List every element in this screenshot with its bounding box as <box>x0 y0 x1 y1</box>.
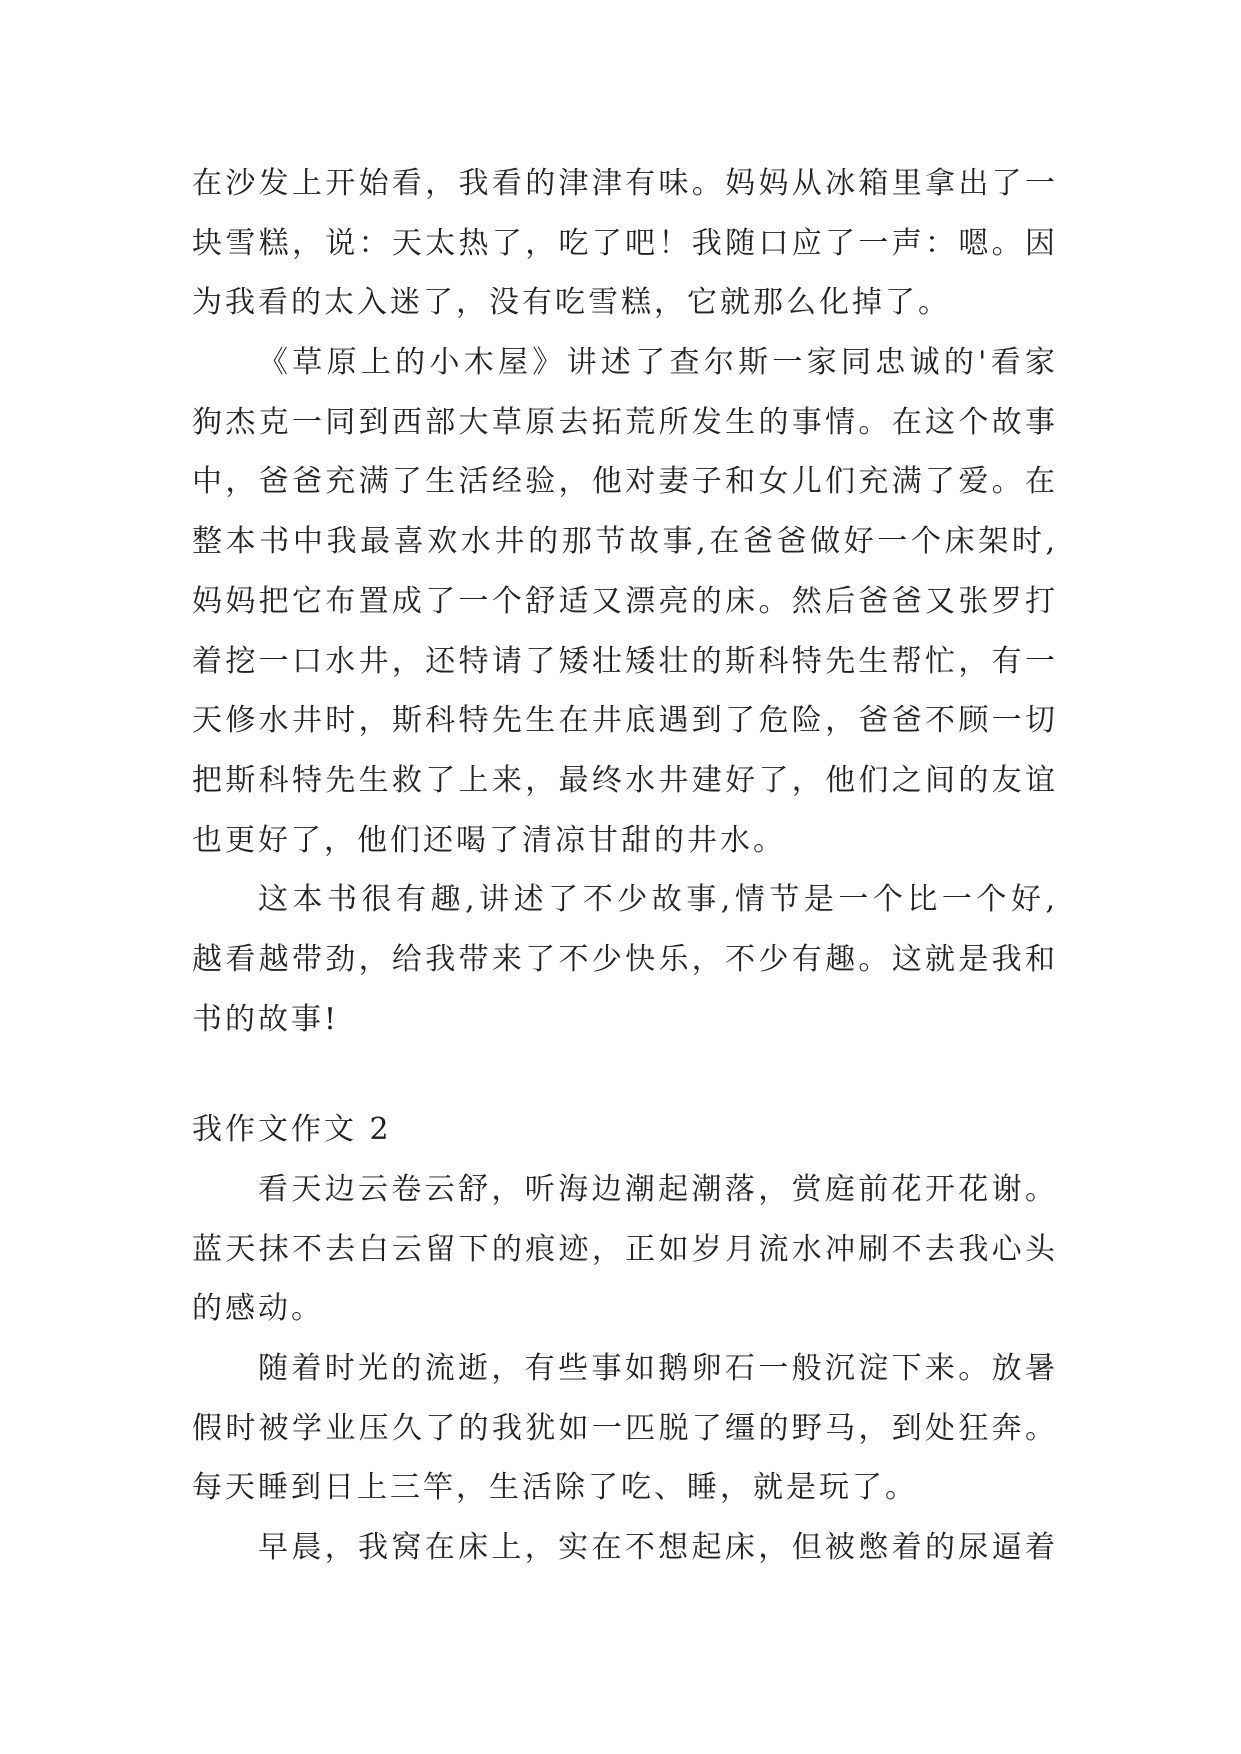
section-spacer <box>192 1049 1058 1100</box>
text-line: 也更好了，他们还喝了清凉甘甜的井水。 <box>192 822 786 858</box>
text-line: 为我看的太入迷了，没有吃雪糕，它就那么化掉了。 <box>192 285 951 321</box>
text-line: 蓝天抹不去白云留下的痕迹，正如岁月流水冲刷不去我心头 <box>192 1231 1058 1267</box>
paragraph <box>192 154 1058 333</box>
paragraph <box>192 333 1058 870</box>
text-line: 每天睡到日上三竿，生活除了吃、睡，就是玩了。 <box>192 1470 918 1506</box>
text-line: 把斯科特先生救了上来，最终水井建好了，他们之间的友谊 <box>192 762 1058 798</box>
paragraph <box>192 1518 1058 1578</box>
paragraph <box>192 1339 1058 1518</box>
text-line: 《草原上的小木屋》讲述了查尔斯一家同忠诚的'看家 <box>258 345 1058 381</box>
paragraph <box>192 870 1058 1049</box>
text-line: 随着时光的流逝，有些事如鹅卵石一般沉淀下来。放暑 <box>258 1351 1058 1387</box>
text-line: 假时被学业压久了的我犹如一匹脱了缰的野马，到处狂奔。 <box>192 1410 1058 1446</box>
text-line: 在沙发上开始看，我看的津津有味。妈妈从冰箱里拿出了一 <box>192 166 1058 201</box>
text-line: 天修水井时，斯科特先生在井底遇到了危险，爸爸不顾一切 <box>192 703 1058 739</box>
text-line: 早晨，我窝在床上，实在不想起床，但被憋着的尿逼着 <box>258 1530 1058 1566</box>
text-line: 的感动。 <box>192 1291 324 1327</box>
text-line: 书的故事! <box>192 1001 340 1037</box>
paragraph <box>192 1160 1058 1339</box>
section-title: 我作文作文 2 <box>192 1112 392 1148</box>
text-line: 着挖一口水井，还特请了矮壮矮壮的斯科特先生帮忙，有一 <box>192 643 1058 679</box>
text-line: 块雪糕，说：天太热了，吃了吧！我随口应了一声：嗯。因 <box>192 225 1058 261</box>
text-line: 看天边云卷云舒，听海边潮起潮落，赏庭前花开花谢。 <box>258 1172 1058 1207</box>
text-line: 整本书中我最喜欢水井的那节故事,在爸爸做好一个床架时, <box>192 524 1058 560</box>
document-body <box>192 154 1058 1578</box>
text-line: 中，爸爸充满了生活经验，他对妻子和女儿们充满了爱。在 <box>192 464 1058 500</box>
text-line: 狗杰克一同到西部大草原去拓荒所发生的事情。在这个故事 <box>192 404 1058 440</box>
text-line: 越看越带劲，给我带来了不少快乐，不少有趣。这就是我和 <box>192 941 1058 977</box>
text-line: 妈妈把它布置成了一个舒适又漂亮的床。然后爸爸又张罗打 <box>192 583 1058 619</box>
text-line: 这本书很有趣,讲述了不少故事,情节是一个比一个好, <box>258 882 1058 918</box>
